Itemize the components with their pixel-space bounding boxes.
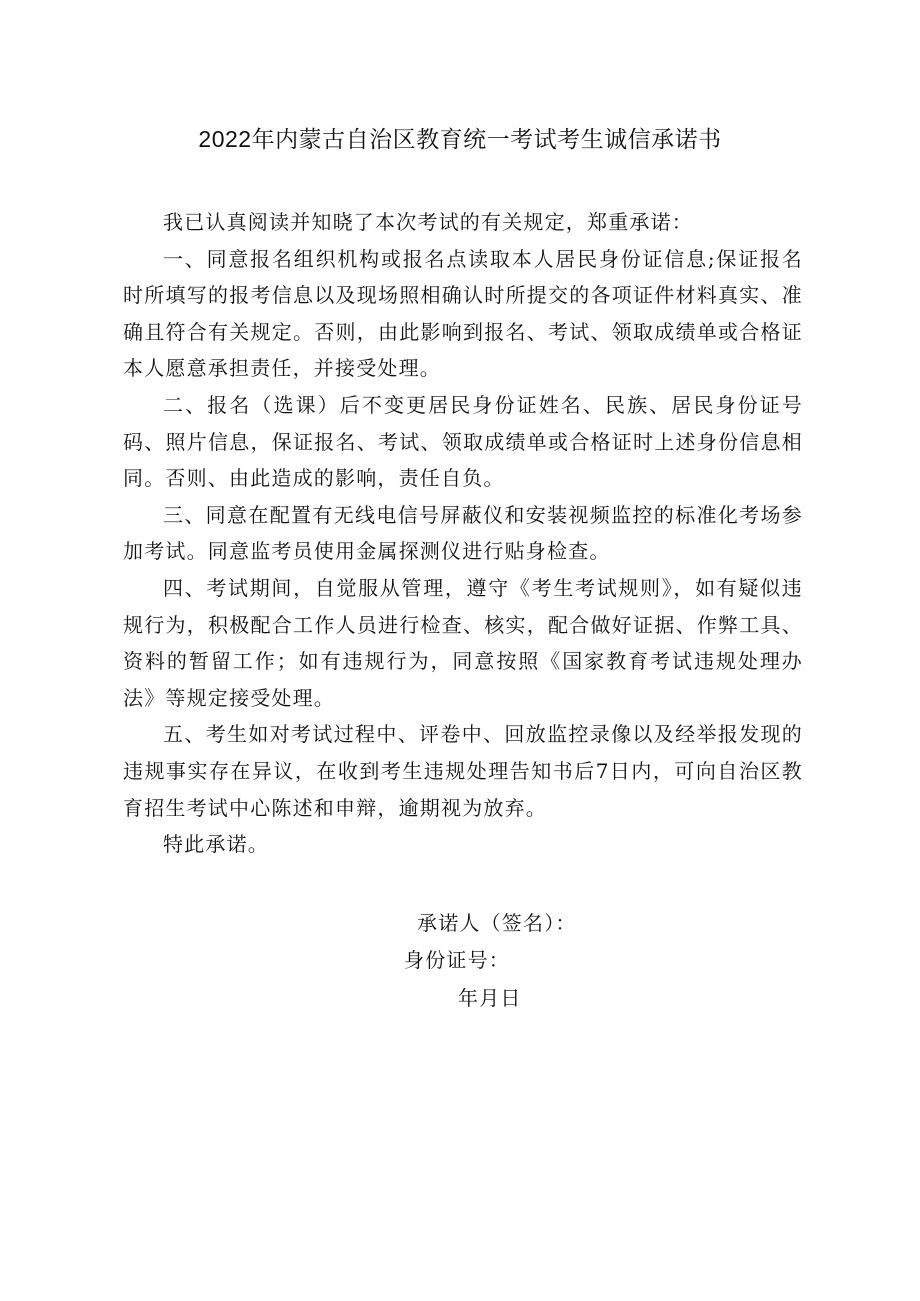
clause-4-paragraph: 四、考试期间，自觉服从管理，遵守《考生考试规则》，如有疑似违规行为，积极配合工作人员进行检查、核实，配合做好证据、作弊工具、资料的暂留工作；如有违规行为，同意按照《国家教育考试违规处理办法》等规定接受处理。: [123, 575, 803, 710]
clause-5-paragraph: 五、考生如对考试过程中、评卷中、回放监控录像以及经举报发现的违规事实存在异议，在收到考生违规处理告知书后7日内，可向自治区教育招生考试中心陈述和申辩，逾期视为放弃。: [123, 722, 803, 820]
clause-2-paragraph: 二、报名（选课）后不变更居民身份证姓名、民族、居民身份证号码、照片信息，保证报名、考试、领取成绩单或合格证时上述身份信息相同。否则、由此造成的影响，责任自负。: [123, 392, 803, 491]
document-body: [123, 204, 803, 863]
signature-date-label: 年月日: [458, 986, 522, 1010]
clause-1-paragraph: 一、同意报名组织机构或报名点读取本人居民身份证信息;保证报名时所填写的报考信息以及现场照相确认时所提交的各项证件材料真实、准确且符合有关规定。否则，由此影响到报名、考试、领取成绩单或合格证本人愿意承担责任，并接受处理。: [123, 246, 803, 381]
document-title: 2022年内蒙古自治区教育统一考试考生诚信承诺书: [198, 126, 722, 152]
clause-3-paragraph: 三、同意在配置有无线电信号屏蔽仪和安装视频监控的标准化考场参加考试。同意监考员使用金属探测仪进行贴身检查。: [123, 502, 803, 564]
closing-paragraph: 特此承诺。: [163, 832, 269, 857]
intro-paragraph: 我已认真阅读并知晓了本次考试的有关规定，郑重承诺：: [163, 210, 693, 234]
signature-name-label: 承诺人（签名）：: [417, 911, 577, 935]
signature-id-label: 身份证号：: [404, 948, 510, 972]
